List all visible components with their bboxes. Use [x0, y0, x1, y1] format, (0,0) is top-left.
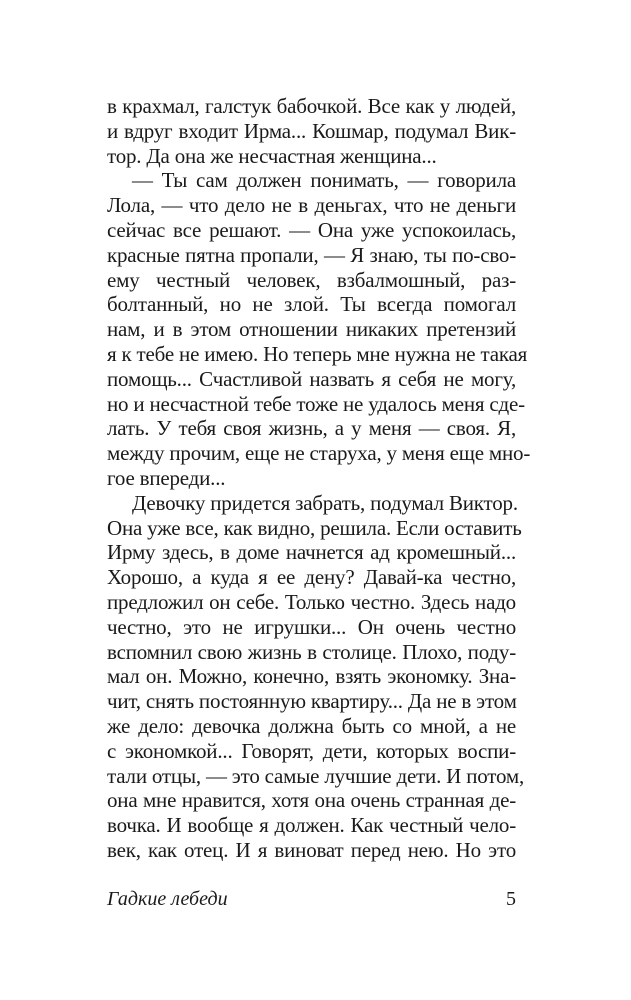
- page-footer: [107, 888, 516, 914]
- text-line: в крахмал, галстук бабочкой. Все как у людей,: [107, 94, 516, 118]
- text-line: ему честный человек, взбалмошный, раз-: [107, 267, 516, 292]
- text-line: чит, снять постоянную квартиру... Да не в этом: [107, 689, 517, 714]
- text-line: Девочку придется забрать, подумал Виктор.: [132, 490, 518, 515]
- text-line: красные пятна пропали, — Я знаю, ты по-сво-: [107, 242, 516, 267]
- text-line: но и несчастной тебе тоже не удалось меня сде-: [107, 391, 525, 416]
- text-line: лать. У тебя своя жизнь, а у меня — своя. Я,: [107, 416, 516, 441]
- text-line: — Ты сам должен понимать, — говорила: [132, 168, 516, 193]
- text-line: нам, и в этом отношении никаких претензий: [107, 317, 516, 342]
- text-line: она мне нравится, хотя она очень странная де-: [107, 788, 516, 813]
- text-line: гое впереди...: [107, 465, 226, 490]
- text-line: сейчас все решают. — Она уже успокоилась,: [107, 217, 516, 242]
- text-line: Ирму здесь, в доме начнется ад кромешный...: [107, 540, 516, 565]
- text-line: же дело: девочка должна быть со мной, а не: [107, 713, 516, 738]
- page-number: 5: [506, 888, 516, 910]
- text-line: и вдруг входит Ирма... Кошмар, подумал Вик-: [107, 118, 516, 143]
- text-line: Лола, — что дело не в деньгах, что не деньги: [107, 193, 516, 218]
- text-line: болтанный, но не злой. Ты всегда помогал: [107, 292, 516, 317]
- text-line: вочка. И вообще я должен. Как честный чело-: [107, 813, 516, 838]
- text-line: честно, это не игрушки... Он очень честно: [107, 614, 516, 639]
- text-line: тор. Да она же несчастная женщина...: [107, 143, 437, 168]
- text-line: с экономкой... Говорят, дети, которых воспи-: [107, 738, 516, 763]
- running-title: Гадкие лебеди: [107, 888, 228, 910]
- text-line: вспомнил свою жизнь в столице. Плохо, поду-: [107, 639, 516, 664]
- text-line: мал он. Можно, конечно, взять экономку. Зна-: [107, 664, 516, 689]
- text-line: между прочим, еще не старуха, у меня еще мно-: [107, 441, 531, 466]
- page-body-text: [107, 94, 531, 863]
- text-line: Она уже все, как видно, решила. Если оставить: [107, 515, 522, 540]
- text-line: Хорошо, а куда я ее дену? Давай-ка честно,: [107, 565, 516, 590]
- text-line: тали отцы, — это самые лучшие дети. И потом,: [107, 763, 524, 788]
- text-line: я к тебе не имею. Но теперь мне нужна не такая: [107, 341, 528, 366]
- text-line: помощь... Счастливой назвать я себя не могу,: [107, 366, 516, 391]
- text-line: век, как отец. И я виноват перед нею. Но это: [107, 837, 516, 862]
- text-line: предложил он себе. Только честно. Здесь надо: [107, 589, 516, 614]
